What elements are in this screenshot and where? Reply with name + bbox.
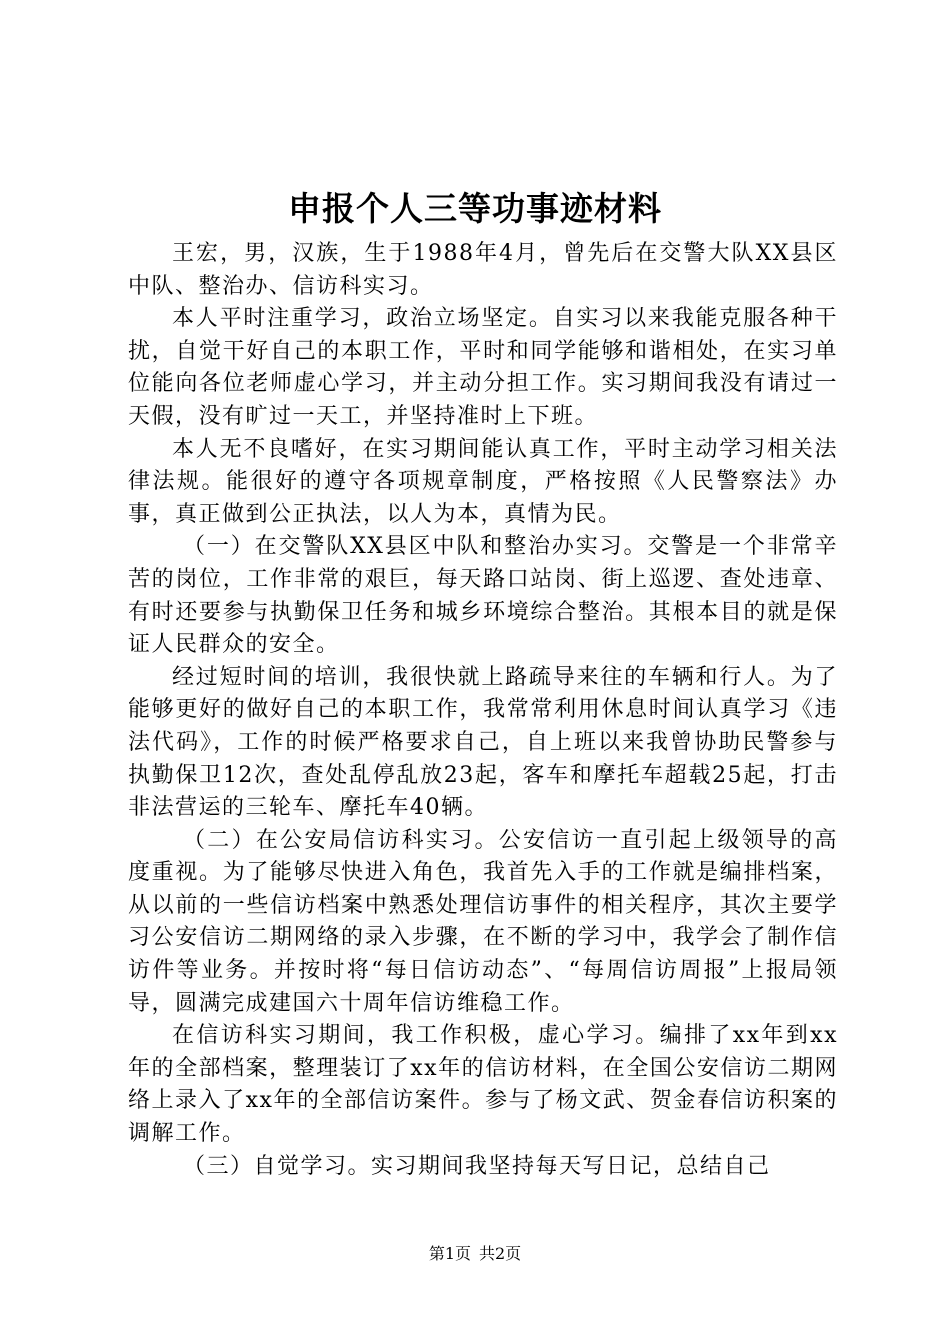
page-number: 第1页 (428, 1244, 471, 1263)
document-title: 申报个人三等功事迹材料 (288, 189, 662, 228)
paragraph-section-2: （二）在公安局信访科实习。公安信访一直引起上级领导的高度重视。为了能够尽快进入角色，我首先入手的工作就是编排档案，从以前的一些信访档案中熟悉处理信访事件的相关程序，其次主要学习公安信访二期网络的录入步骤，在不断的学习中，我学会了制作信访件等业务。并按时将“每日信访动态”、“每周信访周报”上报局领导，圆满完成建国六十周年信访维稳工作。 (128, 827, 838, 1016)
page-footer (0, 1244, 950, 1264)
paragraph-section-1: （一）在交警队XX县区中队和整治办实习。交警是一个非常辛苦的岗位，工作非常的艰巨，每天路口站岗、街上巡逻、查处违章、有时还要参与执勤保卫任务和城乡环境综合整治。其根本目的就是保证人民群众的安全。 (128, 534, 838, 658)
page-total: 共2页 (479, 1244, 522, 1263)
paragraph-traffic-work: 经过短时间的培训，我很快就上路疏导来往的车辆和行人。为了能够更好的做好自己的本职工作，我常常利用休息时间认真学习《违法代码》，工作的时候严格要求自己，自上班以来我曾协助民警参与执勤保卫12次，查处乱停乱放23起，客车和摩托车超载25起，打击非法营运的三轮车、摩托车40辆。 (128, 664, 838, 821)
paragraph-intro: 王宏，男，汉族，生于1988年4月，曾先后在交警大队XX县区中队、整治办、信访科实习。 (128, 241, 838, 299)
paragraph-petition-work: 在信访科实习期间，我工作积极，虚心学习。编排了xx年到xx年的全部档案，整理装订了xx年的信访材料，在全国公安信访二期网络上录入了xx年的全部信访案件。参与了杨文武、贺金春信访积案的调解工作。 (128, 1023, 838, 1147)
paragraph-conduct: 本人无不良嗜好，在实习期间能认真工作，平时主动学习相关法律法规。能很好的遵守各项规章制度，严格按照《人民警察法》办事，真正做到公正执法，以人为本，真情为民。 (128, 436, 838, 527)
document-body (128, 238, 838, 1183)
paragraph-section-3: （三）自觉学习。实习期间我坚持每天写日记，总结自己 (183, 1153, 771, 1179)
paragraph-study: 本人平时注重学习，政治立场坚定。自实习以来我能克服各种干扰，自觉干好自己的本职工作，平时和同学能够和谐相处，在实习单位能向各位老师虚心学习，并主动分担工作。实习期间我没有请过一天假，没有旷过一天工，并坚持准时上下班。 (128, 306, 838, 429)
